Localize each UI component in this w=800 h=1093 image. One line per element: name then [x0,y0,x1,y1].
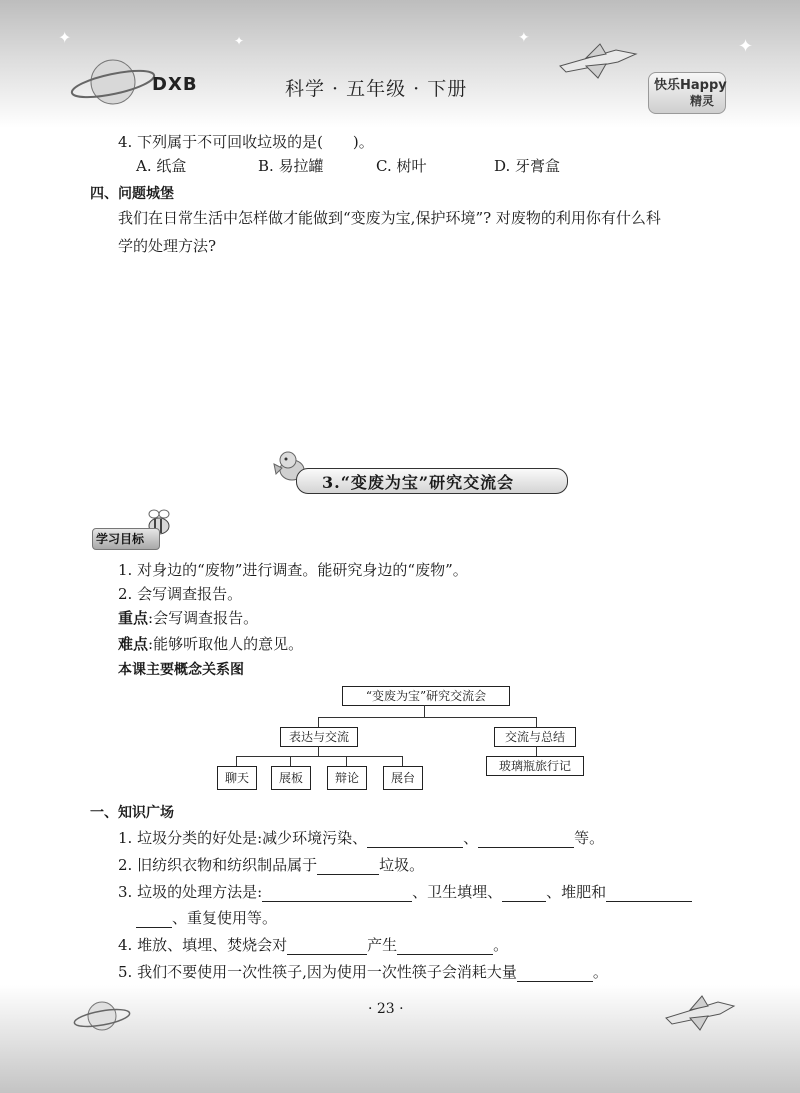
connector-line [318,717,319,727]
concept-right-node: 交流与总结 [494,727,576,747]
goal-item-2: 2. 会写调查报告。 [118,585,243,603]
star-icon: ✦ [738,36,754,57]
lesson-title: 3.“变废为宝”研究交流会 [322,473,515,492]
q3-text-a: 3. 垃圾的处理方法是: [118,883,263,901]
q1-text-c: 等。 [574,829,605,847]
fill-question-4 [118,935,508,955]
q3-text-b: 、卫生填埋、 [412,883,503,901]
concept-leaf-debate: 辩论 [327,766,367,790]
connector-line [424,705,425,717]
connector-line [536,746,537,756]
section-four-heading: 四、问题城堡 [90,186,174,202]
learning-goals-label: 学习目标 [96,532,145,546]
q3-blank-2[interactable] [502,885,546,902]
planet-icon [70,52,156,112]
fill-question-3-cont [136,908,277,928]
q3-text-c: 、堆肥和 [546,883,607,901]
space-shuttle-icon [662,992,738,1032]
concept-root: “变废为宝”研究交流会 [342,686,510,706]
concept-left-node: 表达与交流 [280,727,358,747]
connector-line [536,717,537,727]
q5-text-b: 。 [592,963,608,981]
section-four-line2: 学的处理方法? [118,237,217,255]
option-c: C. 树叶 [376,157,427,175]
connector-line [236,756,237,766]
q3-text-d: 、重复使用等。 [172,909,278,927]
q4-blank-2[interactable] [397,938,493,955]
key-point [118,608,258,628]
brand-label: DXB [152,74,198,95]
header-title: 科学 · 五年级 · 下册 [285,78,468,100]
key-point-text: :会写调查报告。 [148,609,259,627]
connector-line [318,746,319,756]
connector-line [290,756,291,766]
q4-blank-1[interactable] [287,938,367,955]
q4-text-c: 。 [493,936,509,954]
star-icon: ✦ [234,34,245,48]
q1-blank-1[interactable] [367,831,463,848]
concept-leaf-stand: 展台 [383,766,423,790]
page-number: · 23 · [368,1001,404,1017]
q2-text-b: 垃圾。 [379,856,425,874]
connector-line [402,756,403,766]
q1-blank-2[interactable] [478,831,574,848]
goal-item-1: 1. 对身边的“废物”进行调查。能研究身边的“废物”。 [118,561,468,579]
concept-leaf-chat: 聊天 [217,766,257,790]
option-a: A. 纸盒 [136,157,187,175]
option-d: D. 牙膏盒 [494,157,561,175]
fill-question-2 [118,855,424,875]
planet-icon [72,996,132,1036]
section-one-heading: 一、知识广场 [90,805,174,821]
q5-blank-1[interactable] [517,965,593,982]
concept-map-title: 本课主要概念关系图 [118,662,244,678]
question-4-stem: 4. 下列属于不可回收垃圾的是( )。 [118,133,374,151]
connector-line [236,756,402,757]
logo-subtext: 精灵 [690,94,715,108]
fill-question-3 [118,882,692,902]
q2-blank-1[interactable] [317,858,379,875]
q3-blank-4[interactable] [136,911,172,928]
key-point-label: 重点 [118,609,149,627]
q2-text-a: 2. 旧纺织衣物和纺织制品属于 [118,856,318,874]
difficulty-text: :能够听取他人的意见。 [148,635,304,653]
difficulty-label: 难点 [118,635,149,653]
space-shuttle-icon [556,40,640,80]
logo-text: 快乐Happy [654,78,727,93]
star-icon: ✦ [518,30,530,46]
connector-line [318,717,536,718]
connector-line [346,756,347,766]
q3-blank-1[interactable] [262,885,412,902]
q5-text-a: 5. 我们不要使用一次性筷子,因为使用一次性筷子会消耗大量 [118,963,517,981]
concept-leaf-board: 展板 [271,766,311,790]
concept-leaf-bottle: 玻璃瓶旅行记 [486,756,584,776]
q4-text-a: 4. 堆放、填埋、焚烧会对 [118,936,288,954]
fill-question-5 [118,962,608,982]
q3-blank-3[interactable] [606,885,692,902]
q1-text-a: 1. 垃圾分类的好处是:减少环境污染、 [118,829,368,847]
q1-text-b: 、 [463,829,479,847]
star-icon: ✦ [58,28,72,47]
fill-question-1 [118,828,604,848]
q4-text-b: 产生 [367,936,398,954]
section-four-line1: 我们在日常生活中怎样做才能做到“变废为宝,保护环境”? 对废物的利用你有什么科 [118,209,661,227]
option-b: B. 易拉罐 [258,157,324,175]
difficulty-point [118,634,303,654]
